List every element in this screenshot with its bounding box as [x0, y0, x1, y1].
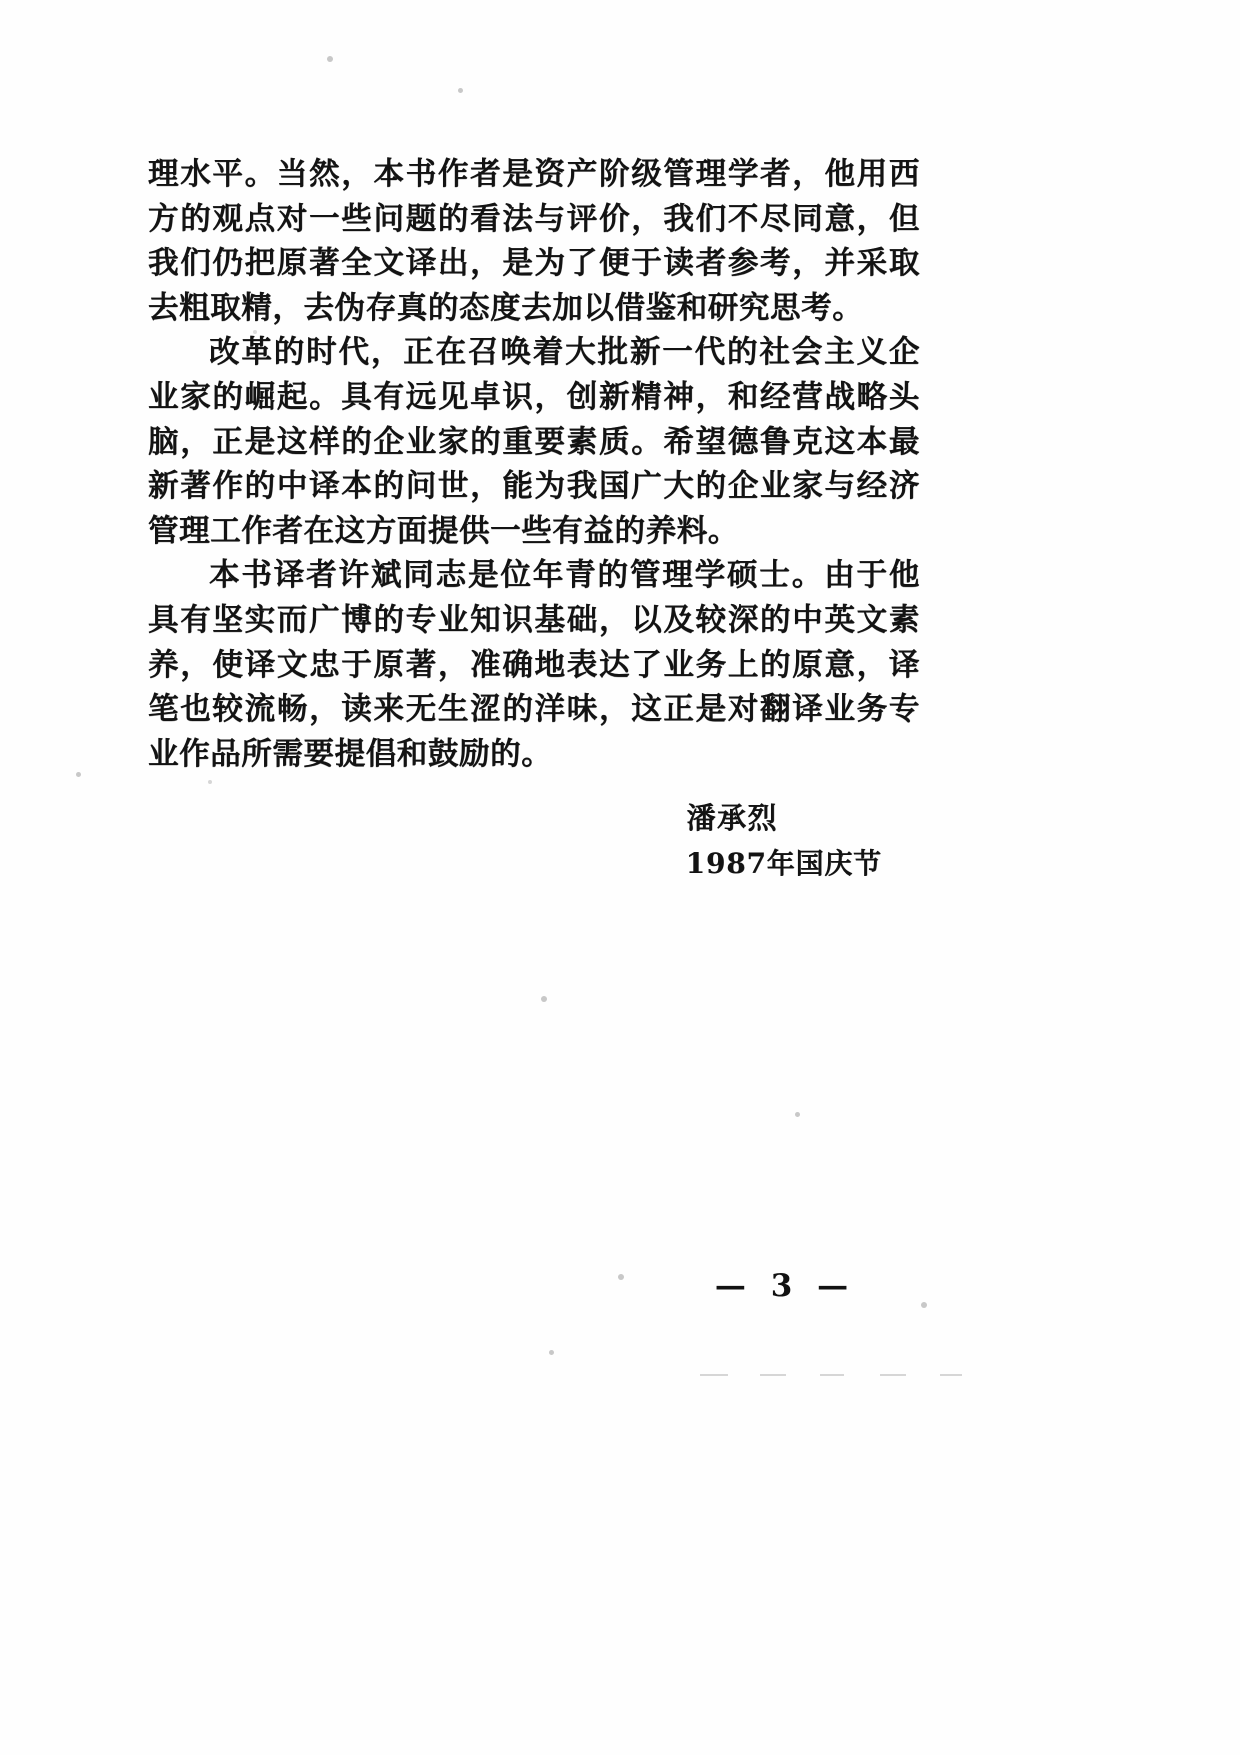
scan-edge-artifact: [820, 1374, 844, 1376]
signature-block: [148, 795, 920, 887]
scan-speck: [549, 1350, 554, 1355]
scan-edge-artifact: [880, 1374, 906, 1376]
page-footer: [0, 1268, 1240, 1304]
body-paragraph-2: 改革的时代，正在召唤着大批新一代的社会主义企业家的崛起。具有远见卓识，创新精神，和经营战略头脑，正是这样的企业家的重要素质。希望德鲁克这本最新著作的中译本的问世，能为我国广大的企业家与经济管理工作者在这方面提供一些有益的养料。: [148, 334, 920, 549]
scan-speck: [208, 780, 212, 784]
body-paragraph-3: 本书译者许斌同志是位年青的管理学硕士。由于他具有坚实而广博的专业知识基础，以及较深的中英文素养，使译文忠于原著，准确地表达了业务上的原意，译笔也较流畅，读来无生涩的洋味，这正是对翻译业务专业作品所需要提倡和鼓励的。: [148, 557, 920, 772]
scan-speck: [327, 56, 333, 62]
scan-edge-artifact: [760, 1374, 786, 1376]
page-body-text: [148, 152, 920, 776]
scan-edge-artifact: [700, 1374, 728, 1376]
scan-edge-artifact: [940, 1374, 962, 1376]
scan-speck: [795, 1112, 800, 1117]
scan-speck: [458, 88, 463, 93]
page-number: — 3 —: [714, 1268, 856, 1304]
author-signature-name: 潘承烈: [686, 801, 778, 835]
scan-speck: [76, 772, 81, 777]
body-paragraph-1: 理水平。当然，本书作者是资产阶级管理学者，他用西方的观点对一些问题的看法与评价，我们不尽同意，但我们仍把原著全文译出，是为了便于读者参考，并采取去粗取精，去伪存真的态度去加以借鉴和研究思考。: [148, 156, 920, 326]
scan-speck: [541, 996, 547, 1002]
author-signature-date: 1987年国庆节: [685, 847, 882, 880]
